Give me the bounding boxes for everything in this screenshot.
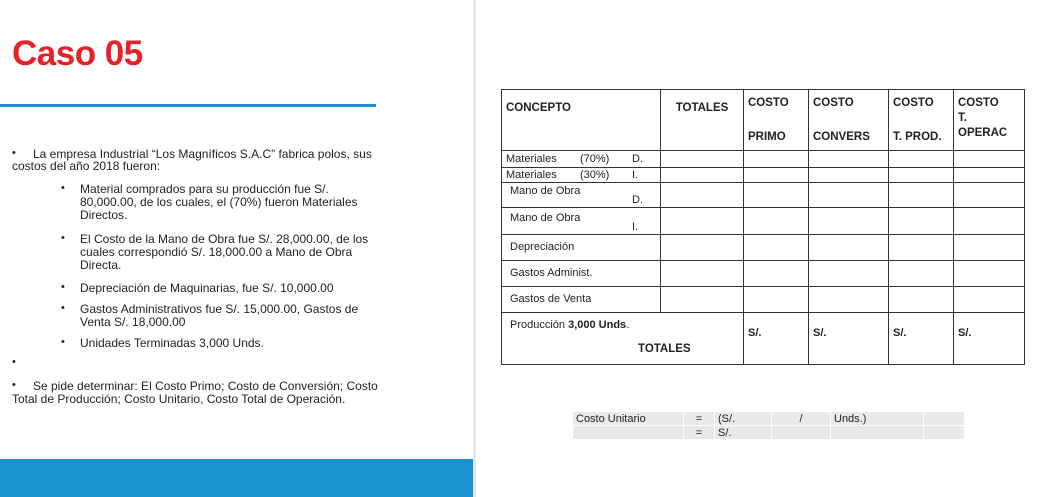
formula-result[interactable]: S/. — [715, 426, 772, 440]
row-mano-obra-d — [502, 183, 661, 208]
formula-slash: / — [772, 412, 831, 426]
table-row — [502, 151, 1025, 168]
header-operac-mid: T. — [958, 112, 967, 124]
total-convers[interactable]: S/. — [809, 313, 889, 365]
row-label: Mano de Obra — [510, 185, 581, 197]
cell[interactable] — [809, 235, 889, 261]
header-costo-convers — [809, 90, 889, 151]
cell[interactable] — [809, 183, 889, 208]
item-1-line-1: Material comprados para su producción fue S/. — [80, 182, 329, 196]
item-4-line-1: Gastos Administrativos fue S/. 15,000.00, Gastos de — [80, 302, 359, 316]
row-pct: (70%) — [580, 153, 610, 165]
item-bullet-4: • — [61, 302, 65, 314]
cell[interactable] — [889, 235, 954, 261]
intro-bullet: • — [12, 147, 16, 159]
item-2-line-1: El Costo de la Mano de Obra fue S/. 28,000.00, de los — [80, 232, 369, 246]
empty-bullet: • — [12, 356, 16, 368]
row-label: Materiales — [506, 153, 557, 165]
cell[interactable] — [661, 168, 744, 183]
cell[interactable] — [744, 287, 809, 313]
header-totales: TOTALES — [661, 90, 744, 151]
production-prefix: Producción — [510, 319, 569, 331]
cell[interactable] — [954, 168, 1025, 183]
header-operac-bottom: OPERAC — [958, 127, 1008, 139]
formula-paren-open: (S/. — [715, 412, 772, 426]
row-label: Depreciación — [510, 241, 575, 253]
item-bullet-2: • — [61, 232, 65, 244]
row-code: D. — [632, 194, 643, 206]
header-primo-bottom: PRIMO — [748, 131, 786, 143]
cell[interactable] — [744, 235, 809, 261]
item-bullet-3: • — [61, 281, 65, 293]
cell[interactable] — [889, 168, 954, 183]
formula-equals-2: = — [684, 426, 715, 440]
unit-cost-formula — [572, 411, 965, 440]
row-code: I. — [632, 169, 639, 181]
formula-equals: = — [684, 412, 715, 426]
cell[interactable] — [809, 168, 889, 183]
cell[interactable] — [744, 261, 809, 287]
row-label: Mano de Obra — [510, 212, 581, 224]
header-costo-operac — [954, 90, 1025, 151]
table-row — [502, 168, 1025, 183]
formula-blank — [924, 426, 965, 440]
cell[interactable] — [809, 151, 889, 168]
row-label: Gastos Administ. — [510, 267, 593, 279]
item-5-line-1: Unidades Terminadas 3,000 Unds. — [80, 336, 264, 350]
table-row — [502, 183, 1025, 208]
formula-units: Unds.) — [831, 412, 924, 426]
slide-title: Caso 05 — [12, 34, 143, 73]
cell[interactable] — [744, 183, 809, 208]
header-primo-top: COSTO — [748, 97, 789, 109]
cell[interactable] — [744, 208, 809, 235]
total-operac[interactable]: S/. — [954, 313, 1025, 365]
cell[interactable] — [661, 287, 744, 313]
header-tprod-bottom: T. PROD. — [893, 131, 942, 143]
title-divider — [0, 104, 376, 107]
cell[interactable] — [954, 235, 1025, 261]
header-convers-top: COSTO — [813, 97, 854, 109]
formula-blank — [831, 426, 924, 440]
item-3-line-1: Depreciación de Maquinarias, fue S/. 10,000.00 — [80, 281, 334, 295]
production-units: 3,000 Unds — [568, 319, 627, 331]
header-costo-tprod — [889, 90, 954, 151]
table-row — [502, 261, 1025, 287]
row-materiales-i — [502, 168, 661, 183]
cell[interactable] — [809, 287, 889, 313]
cell[interactable] — [661, 261, 744, 287]
cell[interactable] — [889, 151, 954, 168]
item-1-line-2: 80,000.00, de los cuales, el (70%) fueron Materiales — [80, 195, 358, 209]
formula-row-1 — [573, 412, 965, 426]
header-costo-primo — [744, 90, 809, 151]
item-4-line-2: Venta S/. 18,000.00 — [80, 315, 186, 329]
header-operac-top: COSTO — [958, 97, 999, 109]
cell[interactable] — [954, 287, 1025, 313]
item-2-line-2: cuales correspondió S/. 18,000.00 a Mano de Obra — [80, 245, 353, 259]
total-primo[interactable]: S/. — [744, 313, 809, 365]
cell[interactable] — [809, 208, 889, 235]
total-tprod[interactable]: S/. — [889, 313, 954, 365]
formula-blank — [924, 412, 965, 426]
item-2-line-3: Directa. — [80, 258, 122, 272]
cell[interactable] — [889, 208, 954, 235]
cell[interactable] — [954, 208, 1025, 235]
cell[interactable] — [744, 168, 809, 183]
table-row — [502, 287, 1025, 313]
item-1-line-3: Directos. — [80, 208, 128, 222]
header-tprod-top: COSTO — [893, 97, 934, 109]
cell[interactable] — [661, 151, 744, 168]
row-depreciacion — [502, 235, 661, 261]
row-gastos-administ — [502, 261, 661, 287]
header-convers-bottom: CONVERS — [813, 131, 870, 143]
cost-table — [501, 89, 1025, 365]
cell[interactable] — [954, 261, 1025, 287]
row-code: D. — [632, 153, 643, 165]
table-row — [502, 208, 1025, 235]
row-gastos-venta — [502, 287, 661, 313]
cell[interactable] — [661, 208, 744, 235]
cell[interactable] — [889, 261, 954, 287]
request-line-1: Se pide determinar: El Costo Primo; Costo de Conversión; Costo — [33, 379, 378, 393]
formula-label: Costo Unitario — [573, 412, 684, 426]
production-cell — [502, 313, 744, 365]
intro-line-2: costos del año 2018 fueron: — [12, 159, 161, 173]
item-bullet-5: • — [61, 336, 65, 348]
row-materiales-d — [502, 151, 661, 168]
cell[interactable] — [661, 235, 744, 261]
row-label: Materiales — [506, 169, 557, 181]
header-concepto: CONCEPTO — [502, 90, 661, 151]
table-row — [502, 235, 1025, 261]
cell[interactable] — [954, 183, 1025, 208]
row-label: Gastos de Venta — [510, 293, 592, 305]
cell[interactable] — [889, 183, 954, 208]
formula-row-2 — [573, 426, 965, 440]
table-row-production — [502, 313, 1025, 365]
request-line-2: Total de Producción; Costo Unitario, Costo Total de Operación. — [12, 392, 346, 406]
request-bullet: • — [12, 379, 16, 391]
cell[interactable] — [661, 183, 744, 208]
cell[interactable] — [744, 151, 809, 168]
cell[interactable] — [809, 261, 889, 287]
formula-blank — [772, 426, 831, 440]
row-mano-obra-i — [502, 208, 661, 235]
table-header-row — [502, 90, 1025, 151]
row-code: I. — [632, 221, 639, 233]
item-bullet-1: • — [61, 182, 65, 194]
formula-blank — [573, 426, 684, 440]
row-pct: (30%) — [580, 169, 610, 181]
bottom-accent-bar — [0, 459, 473, 497]
cell[interactable] — [954, 151, 1025, 168]
cell[interactable] — [889, 287, 954, 313]
intro-line-1: La empresa Industrial “Los Magníficos S.A.C” fabrica polos, sus — [33, 147, 372, 161]
totals-label: TOTALES — [638, 343, 691, 355]
production-suffix: . — [626, 319, 630, 331]
